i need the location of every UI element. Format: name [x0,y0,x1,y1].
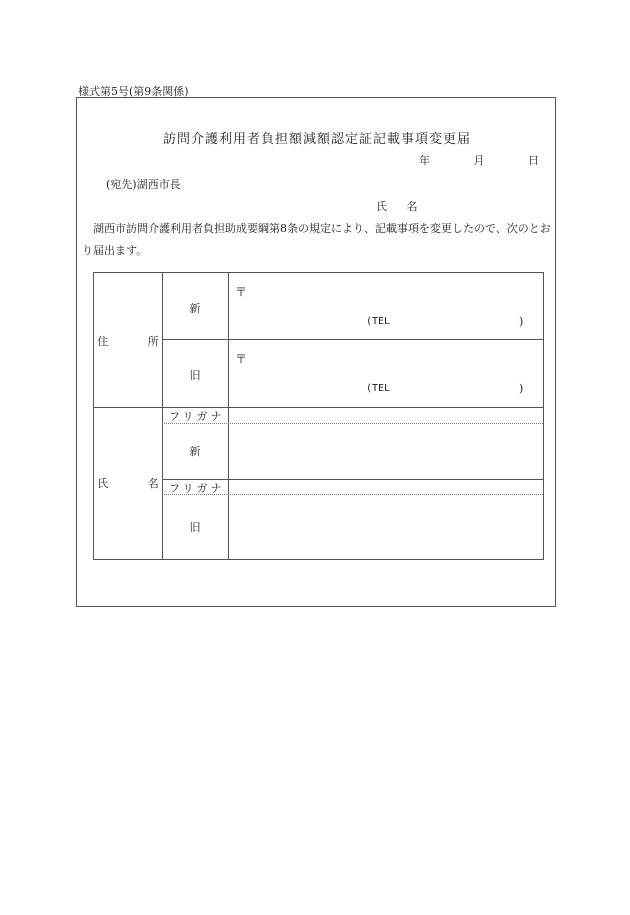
recipient: (宛先)湖西市長 [106,178,181,191]
divider-address-name [94,407,543,408]
name-label: 氏 名 [97,477,177,490]
statement-text: 湖西市訪問介護利用者負担助成要綱第8条の規定により、記載事項を変更したので、次のとおり届出ます。 [82,222,551,257]
date-month-label: 月 [473,154,485,167]
divider-address-new-old [162,339,543,340]
form-frame [76,97,556,607]
address-new-tel-label: (TEL [366,316,391,327]
applicant-name-label: 氏 名 [376,200,426,213]
address-new-tel-close: ) [519,315,524,328]
address-label: 住 所 [97,335,177,348]
date-row [419,152,539,168]
address-old-tel-label: (TEL [366,383,391,394]
date-day-label: 日 [528,154,539,167]
name-new-furigana-label: フリガナ [169,410,225,423]
address-new-label: 新 [189,302,201,315]
form-number: 様式第5号(第9条関係) [78,85,189,98]
divider-col-2 [228,273,229,559]
address-old-label: 旧 [189,369,201,382]
date-year-label: 年 [419,154,430,167]
address-old-tel-close: ) [519,382,524,395]
name-old-furigana-label: フリガナ [169,482,225,495]
form-title: 訪問介護利用者負担額減額認定証記載事項変更届 [162,132,471,147]
change-table [93,272,544,560]
name-new-label: 新 [189,445,201,458]
address-new-postal-mark: 〒 [235,285,248,299]
name-old-label: 旧 [189,521,201,534]
address-old-postal-mark: 〒 [235,352,248,366]
